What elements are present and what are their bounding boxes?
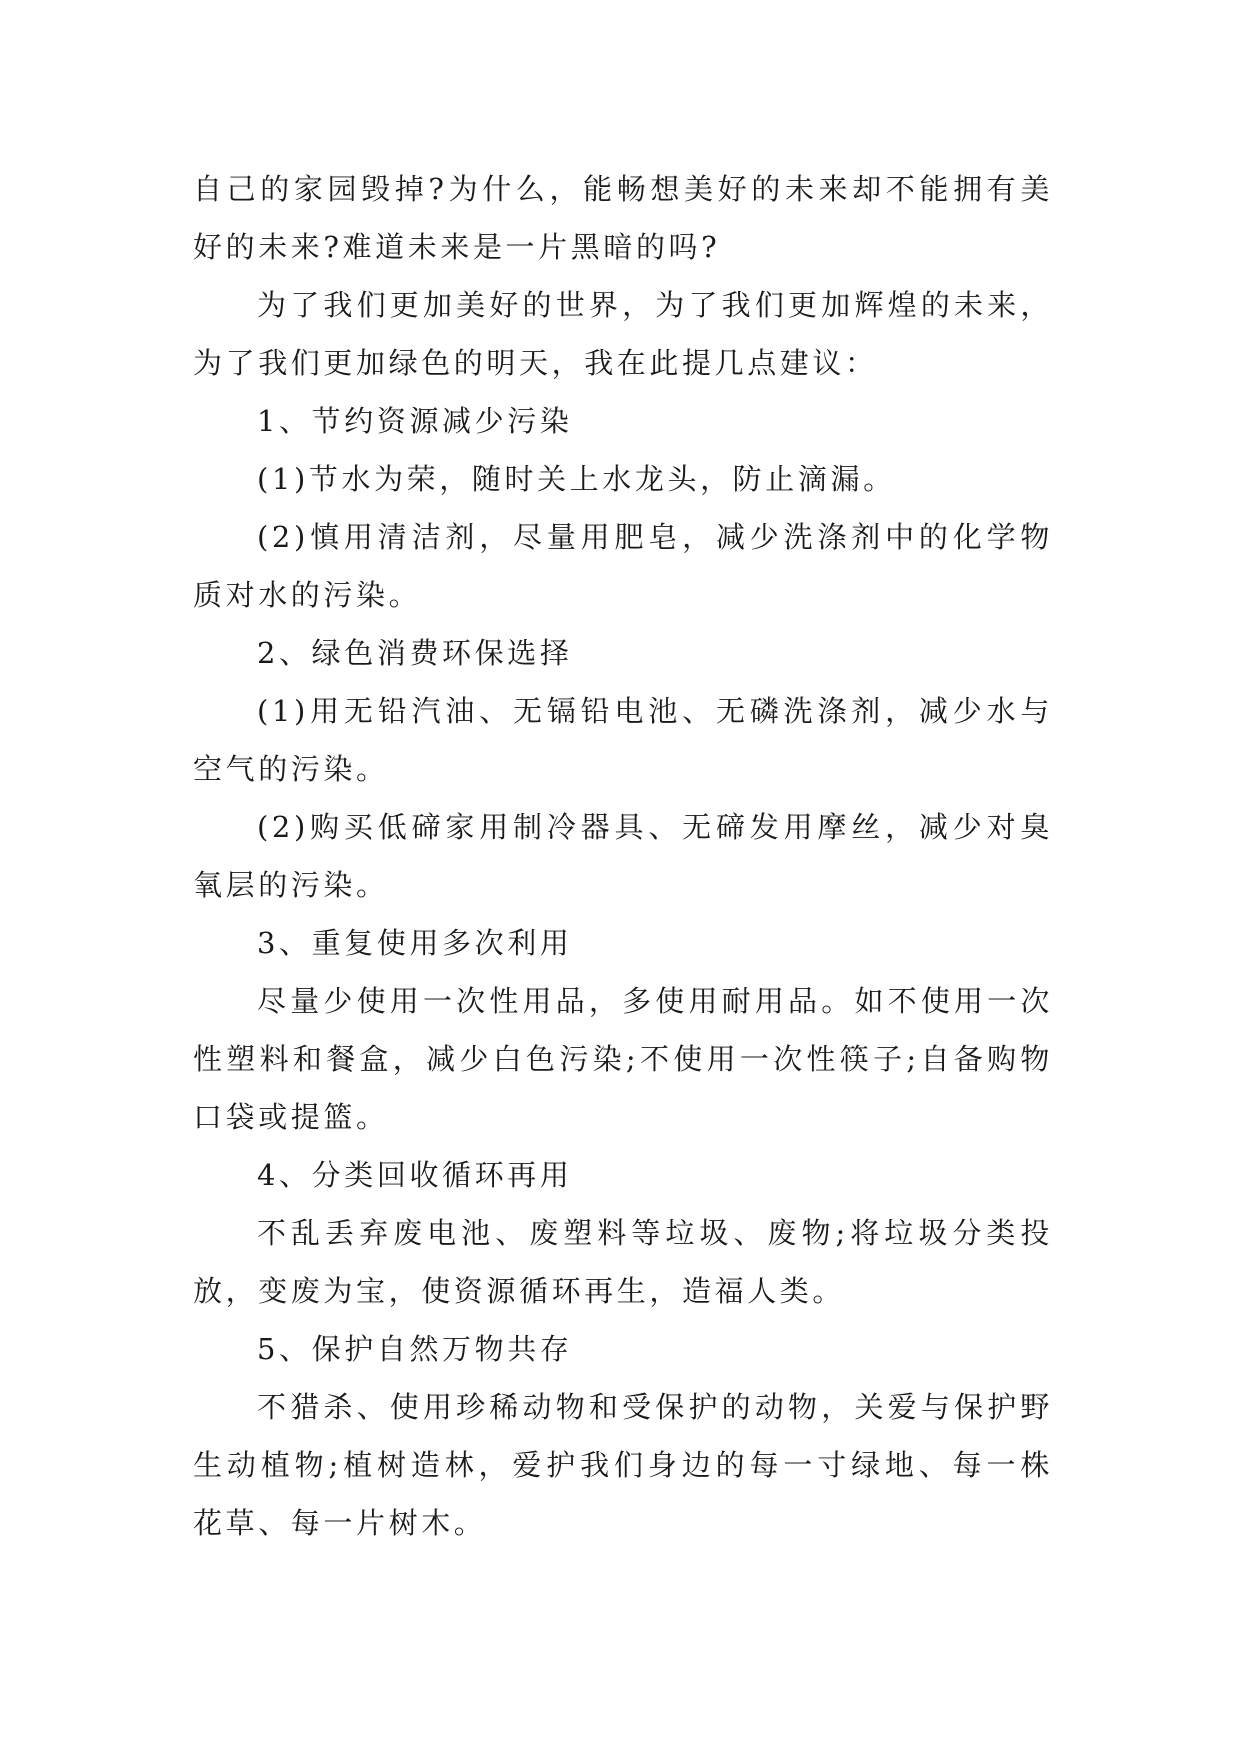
section-heading-5: 5、保护自然万物共存	[257, 1332, 573, 1366]
paragraph-continuation: 自己的家园毁掉?为什么，能畅想美好的未来却不能拥有美好的未来?难道未来是一片黑暗的吗?	[193, 172, 1053, 264]
list-item-2-1: (1)用无铅汽油、无镉铅电池、无磷洗涤剂，减少水与空气的污染。	[193, 694, 1053, 786]
section-body-5: 不猎杀、使用珍稀动物和受保护的动物，关爱与保护野生动植物;植树造林，爱护我们身边的每一寸绿地、每一株花草、每一片树木。	[193, 1390, 1053, 1540]
section-body-3: 尽量少使用一次性用品，多使用耐用品。如不使用一次性塑料和餐盒，减少白色污染;不使用一次性筷子;自备购物口袋或提篮。	[193, 984, 1053, 1134]
section-heading-2: 2、绿色消费环保选择	[257, 636, 573, 670]
list-item-2-2: (2)购买低碲家用制冷器具、无碲发用摩丝，减少对臭氧层的污染。	[193, 810, 1053, 902]
paragraph-intro-suggestions: 为了我们更加美好的世界，为了我们更加辉煌的未来，为了我们更加绿色的明天，我在此提几点建议：	[193, 288, 1053, 380]
section-heading-1: 1、节约资源减少污染	[257, 404, 573, 438]
section-heading-4: 4、分类回收循环再用	[257, 1158, 573, 1192]
list-item-1-2: (2)慎用清洁剂，尽量用肥皂，减少洗涤剂中的化学物质对水的污染。	[193, 520, 1053, 612]
section-heading-3: 3、重复使用多次利用	[257, 926, 573, 960]
section-body-4: 不乱丢弃废电池、废塑料等垃圾、废物;将垃圾分类投放，变废为宝，使资源循环再生，造福人类。	[193, 1216, 1053, 1308]
list-item-1-1: (1)节水为荣，随时关上水龙头，防止滴漏。	[257, 462, 896, 496]
document-body	[193, 160, 1053, 1552]
